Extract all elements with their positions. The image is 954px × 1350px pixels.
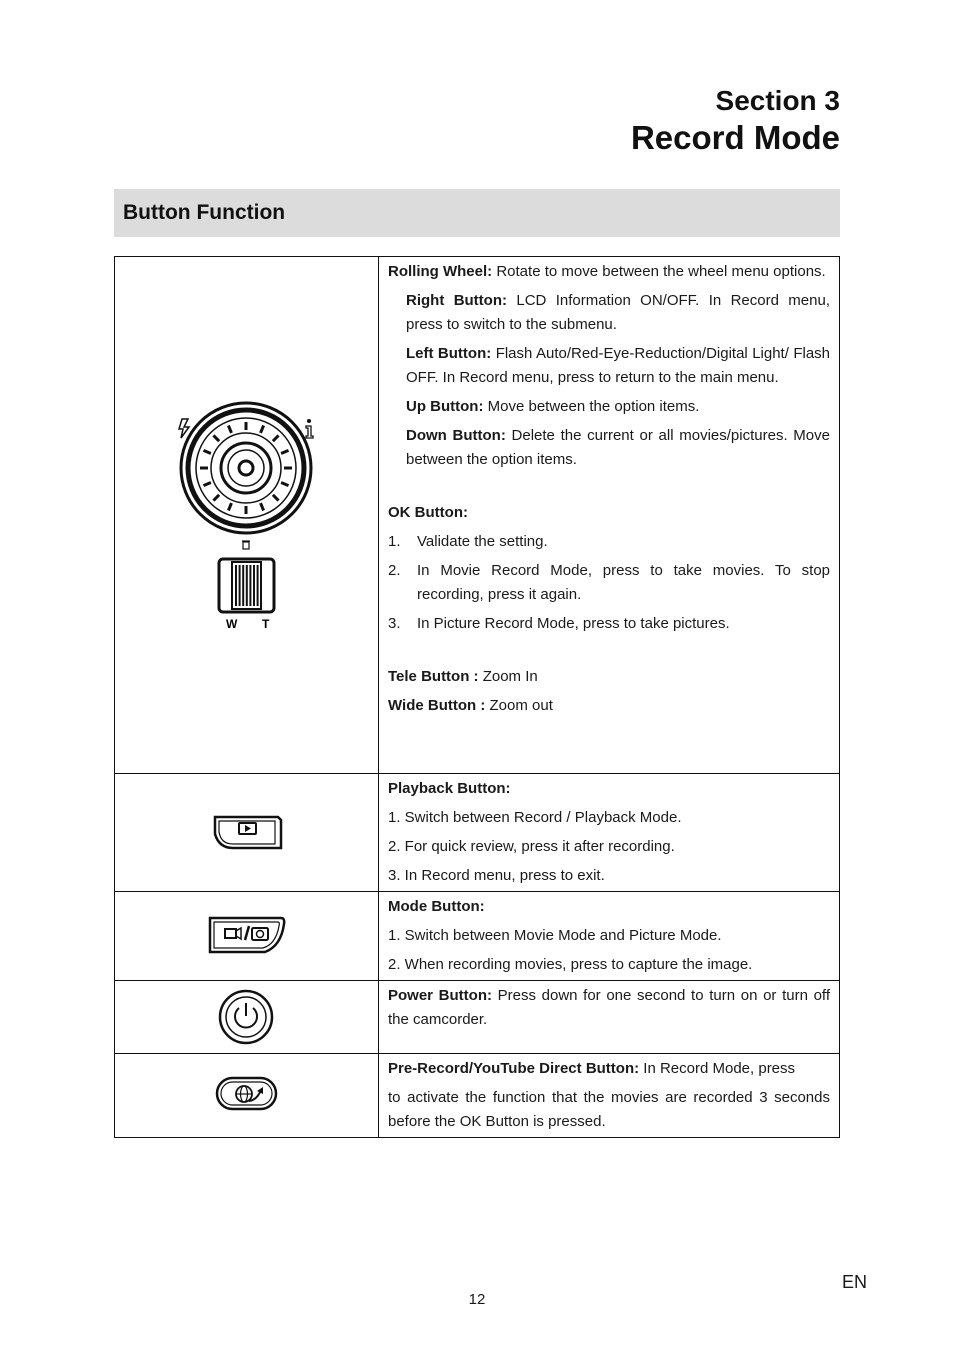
wheel-tick [204, 450, 211, 453]
button-function-table [114, 256, 840, 1138]
page-header [631, 84, 840, 158]
prerecord-description-cell [379, 1054, 840, 1138]
prerecord-button-description: Pre-Record/YouTube Direct Button: In Record Mode, press [388, 1060, 796, 1077]
wheel-tick [213, 495, 219, 501]
wheel-tick [273, 435, 279, 441]
list-item: 3. In Picture Record Mode, press to take pictures. [388, 615, 730, 632]
wide-button-description: Wide Button : Zoom out [388, 697, 553, 714]
section-bar: Button Function [114, 189, 840, 237]
mode-description-cell [379, 892, 840, 981]
table-row [115, 892, 840, 981]
wheel-tick [228, 503, 231, 510]
table-row [115, 1054, 840, 1138]
wide-label: W [226, 617, 238, 631]
wheel-tick [204, 483, 211, 486]
wheel-tick [273, 495, 279, 501]
wheel-tick [281, 450, 288, 453]
table-row [115, 257, 840, 774]
list-item: 2. For quick review, press it after recording. [388, 838, 675, 855]
ok-button-label: OK Button: [388, 504, 468, 521]
down-button-description: Down Button: Delete the current or all movies/pictures. Move between the option items. [406, 427, 830, 468]
section-number: Section 3 [715, 85, 840, 116]
wheel-illustration-cell [115, 257, 379, 774]
movie-icon [225, 929, 236, 938]
table-row [115, 981, 840, 1054]
page-number: 12 [468, 1291, 486, 1308]
power-button-icon [115, 981, 378, 1054]
tele-label: T [262, 617, 270, 631]
power-description-cell [379, 981, 840, 1054]
language-indicator: EN [841, 1272, 867, 1292]
wheel-dial [181, 403, 311, 533]
list-item: 3. In Record menu, press to exit. [388, 867, 605, 884]
playback-button-icon [115, 774, 378, 890]
mode-button-label: Mode Button: [388, 898, 485, 915]
wheel-tick [228, 426, 231, 433]
prerecord-illustration-cell [115, 1054, 379, 1138]
wheel-tick [281, 483, 288, 486]
list-item: 1. Validate the setting. [388, 533, 548, 550]
up-button-description: Up Button: Move between the option items. [406, 398, 700, 415]
power-button-description: Power Button: Press down for one second to turn on or turn off the camcorder. [388, 987, 830, 1028]
table-row [115, 774, 840, 892]
wheel-tick [261, 503, 264, 510]
trash-icon [242, 541, 250, 549]
list-item: 2. In Movie Record Mode, press to take movies. To stop recording, press it again. [388, 562, 830, 603]
zoom-lever-icon [219, 559, 274, 631]
page-title: Record Mode [630, 119, 840, 156]
playback-button-label: Playback Button: [388, 780, 511, 797]
right-button-description: Right Button: LCD Information ON/OFF. In Record menu, press to switch to the submenu. [406, 292, 830, 333]
list-item: 2. When recording movies, press to capture the image. [388, 956, 753, 973]
playback-description-cell [379, 774, 840, 892]
tele-button-description: Tele Button : Zoom In [388, 668, 538, 685]
mode-illustration-cell [115, 892, 379, 981]
left-button-description: Left Button: Flash Auto/Red-Eye-Reduction/Digital Light/ Flash OFF. In Record menu, press to return to the main menu. [406, 345, 831, 386]
flash-icon [179, 419, 189, 438]
prerecord-youtube-button-icon [115, 1054, 378, 1136]
info-icon [306, 419, 313, 438]
prerecord-button-description-continued: to activate the function that the movies are recorded 3 seconds before the OK Button is pressed. [388, 1089, 830, 1130]
playback-illustration-cell [115, 774, 379, 892]
wheel-tick [261, 426, 264, 433]
list-item: 1. Switch between Movie Mode and Picture Mode. [388, 927, 722, 944]
mode-button-icon [115, 892, 378, 979]
list-item: 1. Switch between Record / Playback Mode. [388, 809, 682, 826]
rolling-wheel-icon [115, 257, 378, 774]
wheel-description-cell [379, 257, 840, 774]
power-illustration-cell [115, 981, 379, 1054]
wheel-tick [213, 435, 219, 441]
rolling-wheel-description: Rolling Wheel: Rotate to move between the wheel menu options. [388, 263, 826, 280]
